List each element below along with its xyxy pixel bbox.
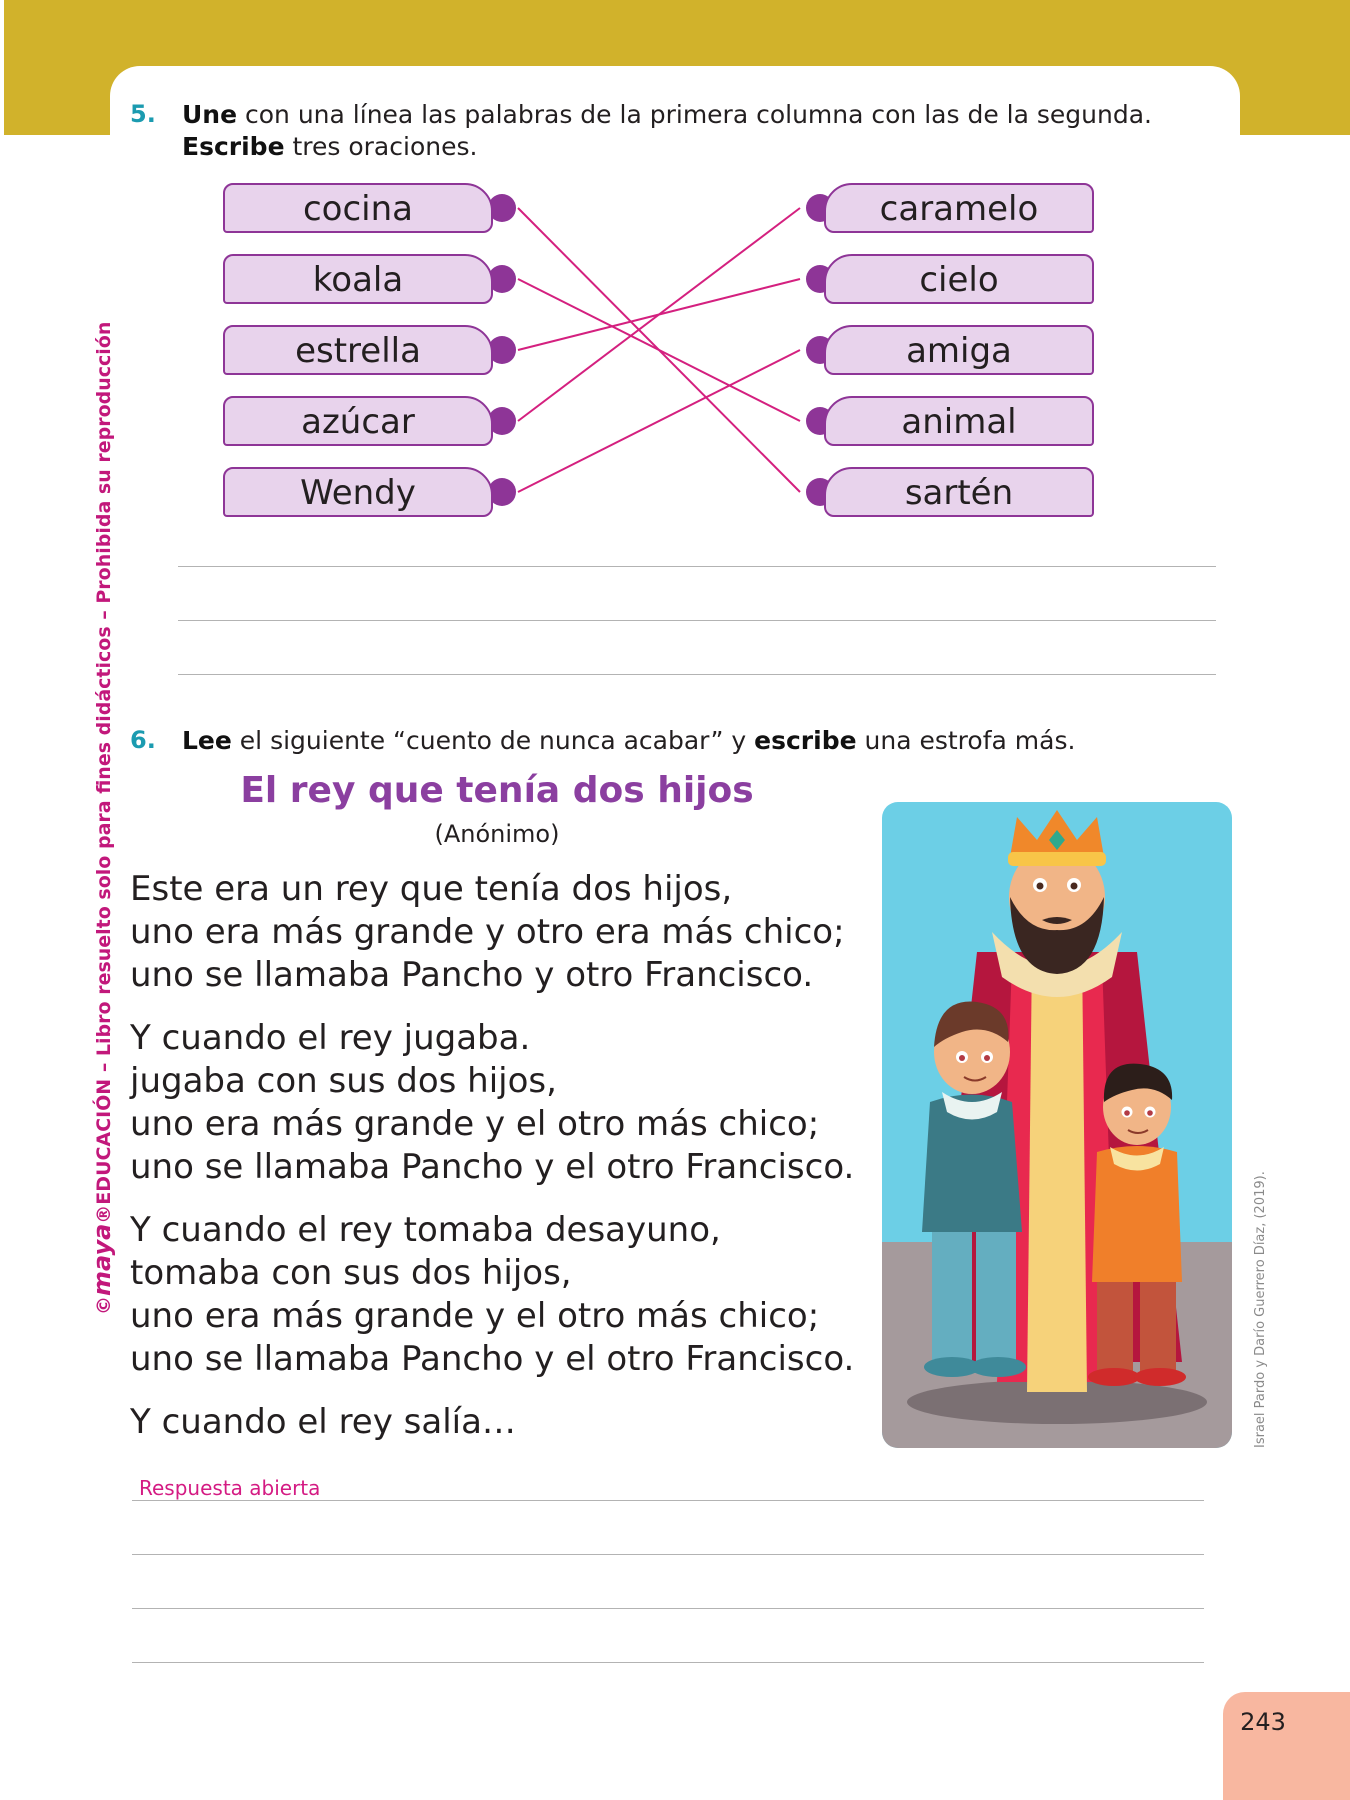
- page-number: 243: [1240, 1708, 1286, 1736]
- writing-line-1[interactable]: [178, 566, 1216, 567]
- instruction-verb-escribe: escribe: [754, 726, 857, 755]
- matching-lines-layer: [0, 0, 1350, 560]
- right-word-box-3[interactable]: amiga: [824, 325, 1094, 375]
- verse-line: tomaba con sus dos hijos,: [130, 1253, 572, 1293]
- illustration-credit: Israel Pardo y Darío Guerrero Díaz, (2019).: [1253, 1171, 1268, 1448]
- verse-line: Este era un rey que tenía dos hijos,: [130, 869, 733, 909]
- verse-line: uno se llamaba Pancho y otro Francisco.: [130, 955, 814, 995]
- left-word-box-2[interactable]: koala: [223, 254, 493, 304]
- exercise-6-number: 6.: [130, 726, 156, 754]
- right-word-box-4[interactable]: animal: [824, 396, 1094, 446]
- writing-line-2[interactable]: [178, 620, 1216, 621]
- instruction-text: con una línea las palabras de la primera columna con las de la segunda.: [237, 100, 1152, 129]
- verse-line: uno se llamaba Pancho y el otro Francisco.: [130, 1339, 855, 1379]
- verse-line: uno era más grande y el otro más chico;: [130, 1104, 820, 1144]
- king-illustration-art: [882, 802, 1232, 1448]
- stanza-3: [130, 1209, 854, 1381]
- brand-logo-text: maya: [88, 1223, 116, 1296]
- writing-line-3[interactable]: [178, 674, 1216, 675]
- copyright-side-note: [88, 322, 116, 1315]
- instruction-text: tres oraciones.: [284, 132, 478, 161]
- verse-line: Y cuando el rey jugaba.: [130, 1018, 531, 1058]
- left-word-box-1[interactable]: cocina: [223, 183, 493, 233]
- instruction-text: una estrofa más.: [856, 726, 1076, 755]
- verse-line: jugaba con sus dos hijos,: [130, 1061, 557, 1101]
- king-illustration: [882, 802, 1232, 1448]
- match-line-2: [518, 279, 800, 421]
- stanza-4: [130, 1401, 516, 1444]
- registered-symbol: ®: [93, 1204, 115, 1224]
- match-line-5: [518, 350, 800, 492]
- answer-line-1[interactable]: [132, 1500, 1204, 1501]
- answer-line-4[interactable]: [132, 1662, 1204, 1663]
- copyright-symbol: ©: [93, 1296, 115, 1315]
- right-word-box-2[interactable]: cielo: [824, 254, 1094, 304]
- right-word-box-5[interactable]: sartén: [824, 467, 1094, 517]
- verse-line: uno se llamaba Pancho y el otro Francisco.: [130, 1147, 855, 1187]
- verse-line: uno era más grande y otro era más chico;: [130, 912, 845, 952]
- stanza-1: [130, 868, 845, 997]
- instruction-verb-lee: Lee: [182, 726, 232, 755]
- instruction-verb-escribe: Escribe: [182, 132, 285, 161]
- exercise-6-instruction: [182, 725, 1075, 757]
- answer-line-2[interactable]: [132, 1554, 1204, 1555]
- verse-line: Y cuando el rey salía…: [130, 1402, 516, 1442]
- left-word-box-5[interactable]: Wendy: [223, 467, 493, 517]
- verse-line: uno era más grande y el otro más chico;: [130, 1296, 820, 1336]
- match-line-4: [518, 208, 800, 421]
- answer-label: Respuesta abierta: [139, 1476, 321, 1500]
- story-title: El rey que tenía dos hijos: [240, 770, 754, 811]
- left-word-box-3[interactable]: estrella: [223, 325, 493, 375]
- side-note-text: EDUCACIÓN – Libro resuelto solo para fines didácticos – Prohibida su reproducción: [93, 321, 115, 1205]
- instruction-text: el siguiente “cuento de nunca acabar” y: [231, 726, 755, 755]
- match-lines-group: [518, 208, 800, 492]
- left-word-box-4[interactable]: azúcar: [223, 396, 493, 446]
- stanza-2: [130, 1017, 854, 1189]
- story-author: (Anónimo): [434, 820, 560, 848]
- exercise-5-number: 5.: [130, 100, 156, 128]
- answer-line-3[interactable]: [132, 1608, 1204, 1609]
- instruction-verb-une: Une: [182, 100, 238, 129]
- verse-line: Y cuando el rey tomaba desayuno,: [130, 1210, 721, 1250]
- right-word-box-1[interactable]: caramelo: [824, 183, 1094, 233]
